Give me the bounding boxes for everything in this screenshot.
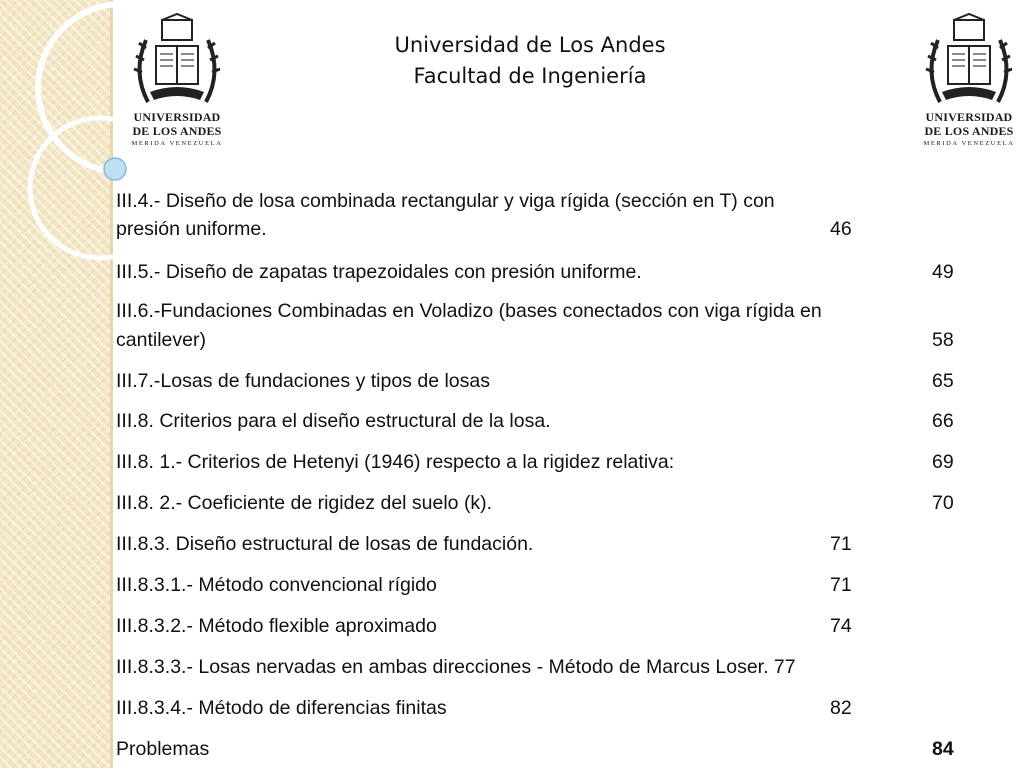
- toc-entry-page: 70: [932, 492, 954, 514]
- toc-entry-page: 69: [932, 451, 954, 473]
- logo-name-line1: UNIVERSIDAD: [133, 110, 221, 124]
- page-header: [330, 30, 730, 92]
- toc-entry-page: 58: [932, 329, 954, 351]
- university-crest-icon: [128, 12, 226, 110]
- toc-entry-page: 82: [830, 697, 852, 719]
- toc-entry-page: 71: [830, 574, 852, 596]
- toc-entry-text: III.5.- Diseño de zapatas trapezoidales con presión uniforme.: [116, 261, 642, 283]
- toc-entry-page: 84: [932, 738, 954, 760]
- university-logo-right: [920, 12, 1018, 152]
- toc-entry-text: III.7.-Losas de fundaciones y tipos de losas: [116, 370, 490, 392]
- toc-entry-text: III.8.3.2.- Método flexible aproximado: [116, 615, 437, 637]
- logo-name-line2: DE LOS ANDES: [924, 124, 1014, 138]
- logo-name-line2: DE LOS ANDES: [132, 124, 222, 138]
- toc-entry-page: 66: [932, 410, 954, 432]
- toc-entry-text: Problemas: [116, 738, 210, 760]
- toc-entry-text: III.8.3. Diseño estructural de losas de fundación.: [116, 533, 534, 555]
- toc-entry-text: III.4.- Diseño de losa combinada rectangular y viga rígida (sección en T) con: [116, 190, 775, 212]
- toc-entry-text-continued: cantilever): [116, 329, 206, 351]
- logo-location: MERIDA VENEZUELA: [131, 140, 223, 147]
- toc-entry-text: III.8.3.1.- Método convencional rígido: [116, 574, 437, 596]
- toc-entry-text: III.8.3.3.- Losas nervadas en ambas direcciones - Método de Marcus Loser. 77: [116, 656, 796, 678]
- toc-entry-page: 49: [932, 261, 954, 283]
- toc-entry-text: III.8.3.4.- Método de diferencias finitas: [116, 697, 447, 719]
- header-faculty: Facultad de Ingeniería: [413, 64, 647, 88]
- university-crest-icon: [920, 12, 1018, 110]
- logo-name-line1: UNIVERSIDAD: [925, 110, 1013, 124]
- university-logo-left: [128, 12, 226, 152]
- toc-entry-text: III.6.-Fundaciones Combinadas en Voladizo (bases conectados con viga rígida en: [116, 300, 822, 322]
- logo-location: MERIDA VENEZUELA: [923, 140, 1015, 147]
- toc-entry-page: 71: [830, 533, 852, 555]
- decorative-dot: [104, 158, 126, 180]
- toc-entry-page: 74: [830, 615, 852, 637]
- toc-entry-text: III.8. 1.- Criterios de Hetenyi (1946) respecto a la rigidez relativa:: [116, 451, 675, 473]
- toc-entry-page: 65: [932, 370, 954, 392]
- toc-entry-page: 46: [830, 218, 852, 240]
- toc-entry-text: III.8. Criterios para el diseño estructural de la losa.: [116, 410, 551, 432]
- toc-entry-text: III.8. 2.- Coeficiente de rigidez del suelo (k).: [116, 492, 493, 514]
- toc-entry-text-continued: presión uniforme.: [116, 218, 267, 240]
- header-university: Universidad de Los Andes: [394, 33, 666, 57]
